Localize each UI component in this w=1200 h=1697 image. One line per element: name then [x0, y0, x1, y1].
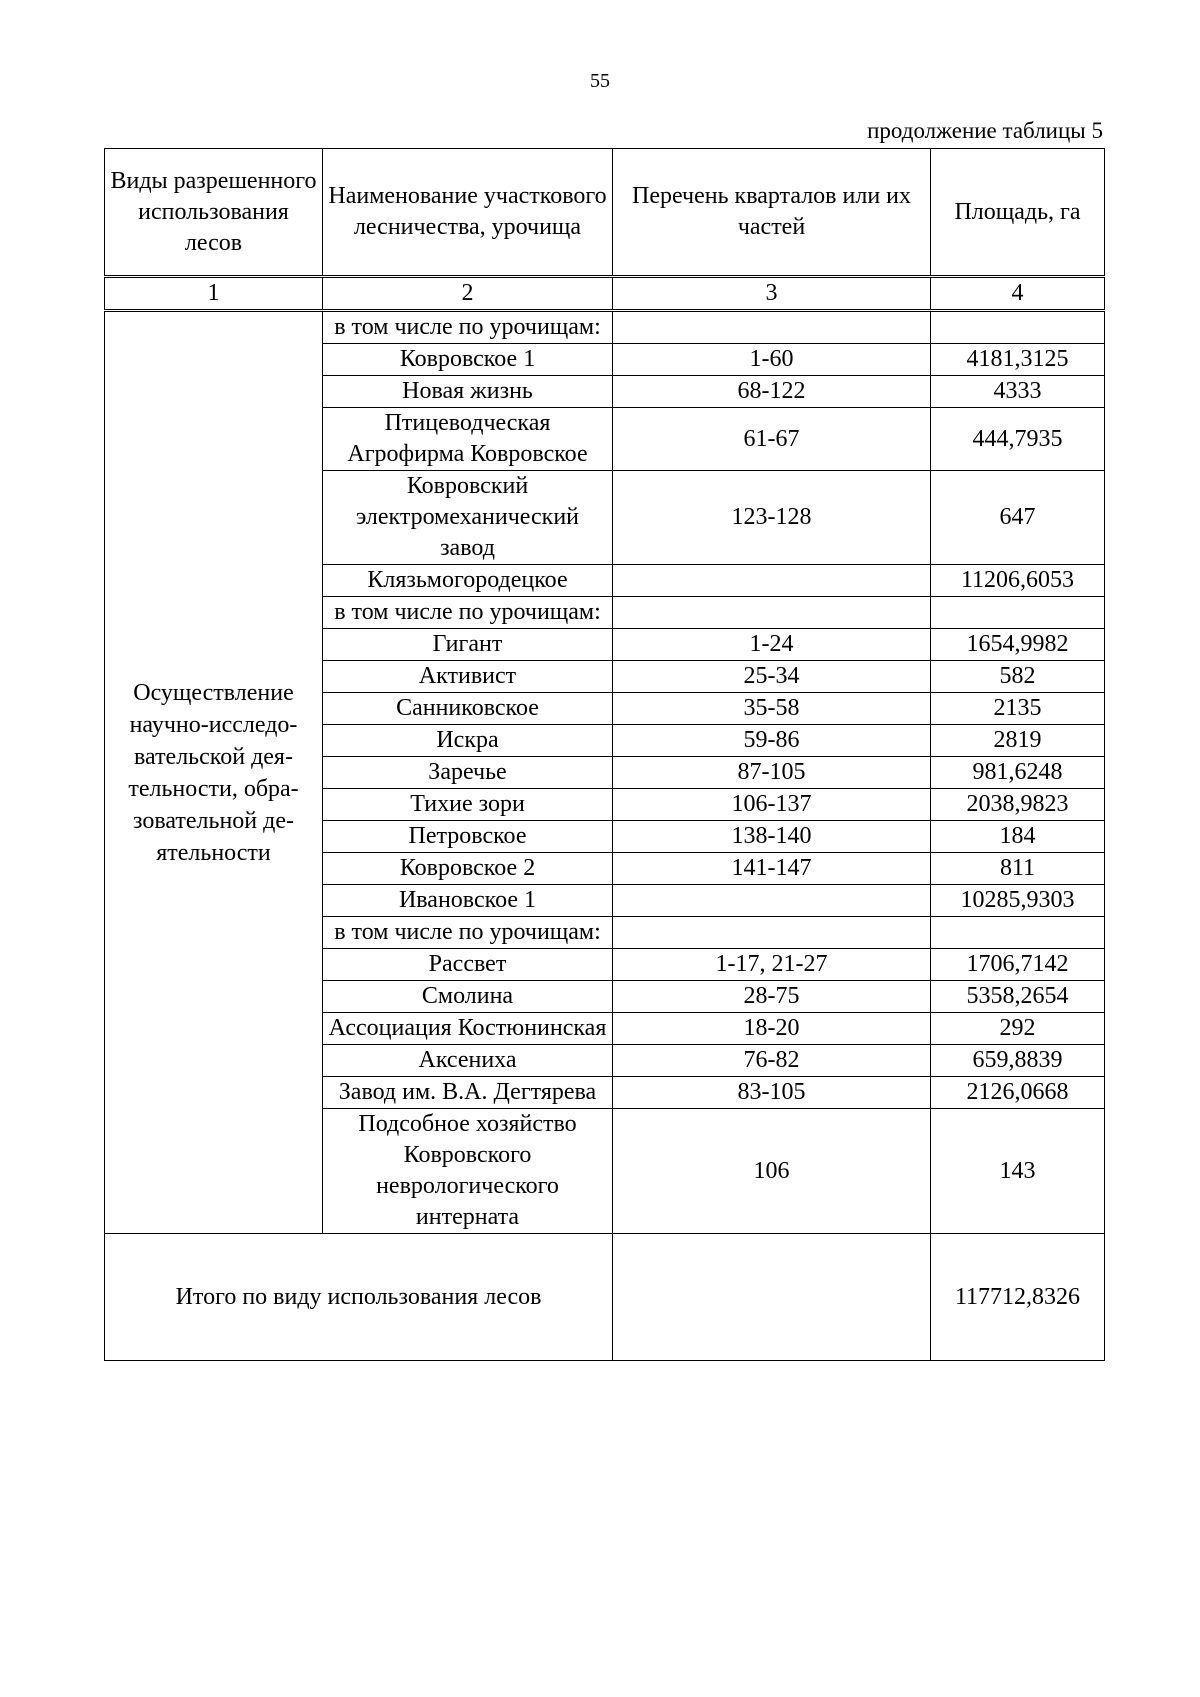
quarters-cell: 106-137 [613, 789, 931, 821]
area-cell: 143 [931, 1109, 1105, 1234]
forestry-name-cell: Смолина [323, 981, 613, 1013]
quarters-cell: 25-34 [613, 661, 931, 693]
forestry-name-cell: в том числе по урочищам: [323, 917, 613, 949]
quarters-cell: 87-105 [613, 757, 931, 789]
area-cell: 2819 [931, 725, 1105, 757]
area-cell: 1706,7142 [931, 949, 1105, 981]
quarters-cell: 138-140 [613, 821, 931, 853]
column-number: 3 [613, 277, 931, 311]
forestry-name-cell: Гигант [323, 629, 613, 661]
forestry-name-cell: Рассвет [323, 949, 613, 981]
quarters-cell: 106 [613, 1109, 931, 1234]
area-cell: 292 [931, 1013, 1105, 1045]
forest-use-table [104, 148, 1105, 1361]
quarters-cell: 1-60 [613, 344, 931, 376]
table-row [105, 311, 1105, 344]
forestry-name-cell: Завод им. В.А. Дегтярева [323, 1077, 613, 1109]
area-cell: 2126,0668 [931, 1077, 1105, 1109]
area-cell: 4181,3125 [931, 344, 1105, 376]
area-cell: 2038,9823 [931, 789, 1105, 821]
forestry-name-cell: Ковровское 1 [323, 344, 613, 376]
area-cell [931, 311, 1105, 344]
total-area: 117712,8326 [931, 1234, 1105, 1361]
forestry-name-cell: Ковровское 2 [323, 853, 613, 885]
forestry-name-cell: в том числе по урочищам: [323, 311, 613, 344]
total-quarters [613, 1234, 931, 1361]
area-cell: 659,8839 [931, 1045, 1105, 1077]
header-quarters: Перечень кварталов или их частей [613, 149, 931, 277]
area-cell: 5358,2654 [931, 981, 1105, 1013]
forestry-name-cell: в том числе по урочищам: [323, 597, 613, 629]
area-cell: 811 [931, 853, 1105, 885]
column-number: 2 [323, 277, 613, 311]
forestry-name-cell: Заречье [323, 757, 613, 789]
table-header-row [105, 149, 1105, 277]
quarters-cell: 76-82 [613, 1045, 931, 1077]
quarters-cell: 59-86 [613, 725, 931, 757]
area-cell: 184 [931, 821, 1105, 853]
area-cell: 981,6248 [931, 757, 1105, 789]
quarters-cell: 1-24 [613, 629, 931, 661]
header-kind: Виды разрешенного использования лесов [105, 149, 323, 277]
area-cell: 582 [931, 661, 1105, 693]
quarters-cell [613, 885, 931, 917]
quarters-cell: 28-75 [613, 981, 931, 1013]
area-cell: 10285,9303 [931, 885, 1105, 917]
page-number: 55 [590, 70, 610, 92]
area-cell: 11206,6053 [931, 565, 1105, 597]
quarters-cell [613, 311, 931, 344]
total-label: Итого по виду использования лесов [105, 1234, 613, 1361]
forestry-name-cell: Искра [323, 725, 613, 757]
quarters-cell [613, 565, 931, 597]
forestry-name-cell: Новая жизнь [323, 376, 613, 408]
forestry-name-cell: Подсобное хозяйство Ковровского неврологического интерната [323, 1109, 613, 1234]
quarters-cell [613, 917, 931, 949]
forestry-name-cell: Ивановское 1 [323, 885, 613, 917]
quarters-cell [613, 597, 931, 629]
forestry-name-cell: Тихие зори [323, 789, 613, 821]
header-area: Площадь, га [931, 149, 1105, 277]
column-number-row [105, 277, 1105, 311]
area-cell: 444,7935 [931, 408, 1105, 471]
forestry-name-cell: Птицеводческая Агрофирма Ковровское [323, 408, 613, 471]
forestry-name-cell: Активист [323, 661, 613, 693]
table-continuation-label: продолжение таблицы 5 [867, 118, 1103, 143]
quarters-cell: 35-58 [613, 693, 931, 725]
area-cell: 4333 [931, 376, 1105, 408]
quarters-cell: 141-147 [613, 853, 931, 885]
area-cell [931, 597, 1105, 629]
quarters-cell: 1-17, 21-27 [613, 949, 931, 981]
quarters-cell: 61-67 [613, 408, 931, 471]
use-kind-cell: Осуществление научно-исследо- вательской дея- тельности, обра- зовательной де- ятельности [105, 311, 323, 1234]
forestry-name-cell: Петровское [323, 821, 613, 853]
total-row [105, 1234, 1105, 1361]
header-forestry-name: Наименование участкового лесничества, урочища [323, 149, 613, 277]
quarters-cell: 83-105 [613, 1077, 931, 1109]
quarters-cell: 123-128 [613, 471, 931, 565]
forestry-name-cell: Аксениха [323, 1045, 613, 1077]
area-cell [931, 917, 1105, 949]
forestry-name-cell: Ассоциация Костюнинская [323, 1013, 613, 1045]
quarters-cell: 18-20 [613, 1013, 931, 1045]
forestry-name-cell: Ковровский электромеханический завод [323, 471, 613, 565]
area-cell: 2135 [931, 693, 1105, 725]
forestry-name-cell: Санниковское [323, 693, 613, 725]
area-cell: 647 [931, 471, 1105, 565]
quarters-cell: 68-122 [613, 376, 931, 408]
column-number: 1 [105, 277, 323, 311]
column-number: 4 [931, 277, 1105, 311]
area-cell: 1654,9982 [931, 629, 1105, 661]
forestry-name-cell: Клязьмогородецкое [323, 565, 613, 597]
